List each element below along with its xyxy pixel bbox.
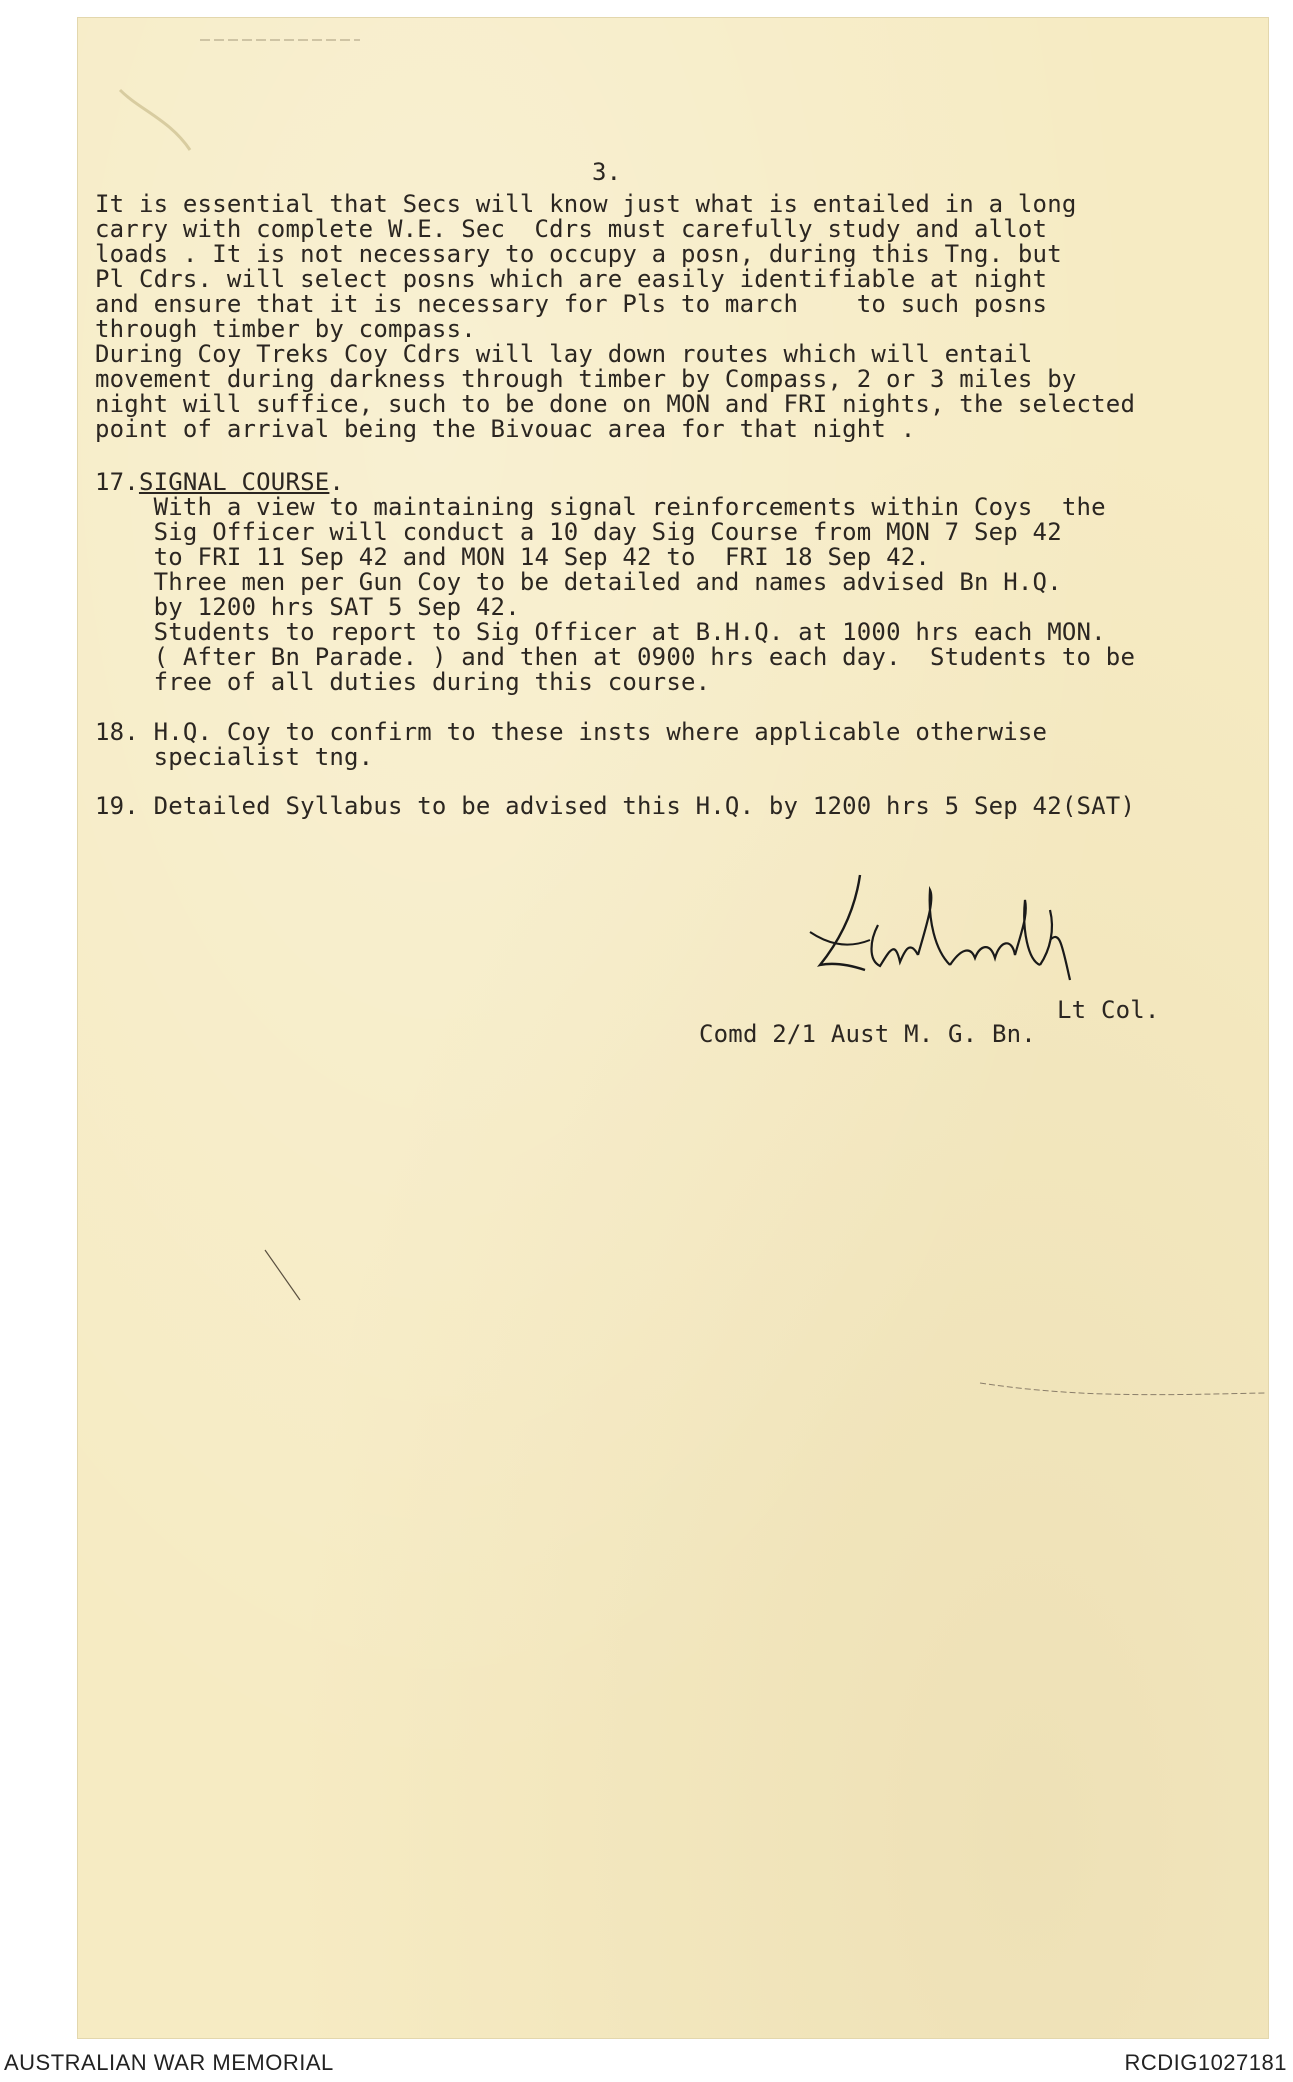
item-line: to FRI 11 Sep 42 and MON 14 Sep 42 to FRI 18 Sep 42. xyxy=(153,543,931,571)
intro-paragraph xyxy=(95,192,1135,442)
page-number: 3. xyxy=(592,158,622,186)
intro-line: point of arrival being the Bivouac area for that night . xyxy=(95,415,916,443)
item-line: specialist tng. xyxy=(95,743,374,771)
item-number: 17. xyxy=(95,468,139,496)
item-line: Students to report to Sig Officer at B.H.Q. at 1000 hrs each MON. xyxy=(153,618,1106,646)
intro-line: It is essential that Secs will know just what is entailed in a long xyxy=(95,190,1077,218)
item-heading-end: . xyxy=(329,468,345,496)
item-line: ( After Bn Parade. ) and then at 0900 hrs each day. Students to be xyxy=(153,643,1136,671)
intro-line: carry with complete W.E. Sec Cdrs must carefully study and allot xyxy=(95,215,1048,243)
item-18 xyxy=(95,720,1047,770)
intro-line: During Coy Treks Coy Cdrs will lay down routes which will entail xyxy=(95,340,1033,368)
signatory-rank: Lt Col. xyxy=(1057,996,1160,1024)
item-19: 19. Detailed Syllabus to be advised this H.Q. by 1200 hrs 5 Sep 42(SAT) xyxy=(95,792,1136,820)
intro-line: night will suffice, such to be done on MON and FRI nights, the selected xyxy=(95,390,1136,418)
intro-line: Pl Cdrs. will select posns which are easily identifiable at night xyxy=(95,265,1048,293)
intro-line: loads . It is not necessary to occupy a posn, during this Tng. but xyxy=(95,240,1062,268)
item-line: free of all duties during this course. xyxy=(153,668,711,696)
item-heading: SIGNAL COURSE xyxy=(138,468,330,496)
item-line: With a view to maintaining signal reinforcements within Coys the xyxy=(153,493,1106,521)
intro-line: movement during darkness through timber by Compass, 2 or 3 miles by xyxy=(95,365,1077,393)
item-line: Three men per Gun Coy to be detailed and names advised Bn H.Q. xyxy=(153,568,1062,596)
footer-institution: AUSTRALIAN WAR MEMORIAL xyxy=(4,2050,334,2075)
item-line: by 1200 hrs SAT 5 Sep 42. xyxy=(153,593,520,621)
intro-line: through timber by compass. xyxy=(95,315,476,343)
footer-catalog-id: RCDIG1027181 xyxy=(1124,2050,1287,2075)
item-17-signal-course xyxy=(95,470,1135,695)
item-line: 18. H.Q. Coy to confirm to these insts where applicable otherwise xyxy=(95,718,1048,746)
handwritten-signature xyxy=(800,870,1120,1000)
intro-line: and ensure that it is necessary for Pls to march to such posns xyxy=(95,290,1048,318)
item-line: Sig Officer will conduct a 10 day Sig Course from MON 7 Sep 42 xyxy=(153,518,1062,546)
signatory-title: Comd 2/1 Aust M. G. Bn. xyxy=(699,1020,1036,1048)
